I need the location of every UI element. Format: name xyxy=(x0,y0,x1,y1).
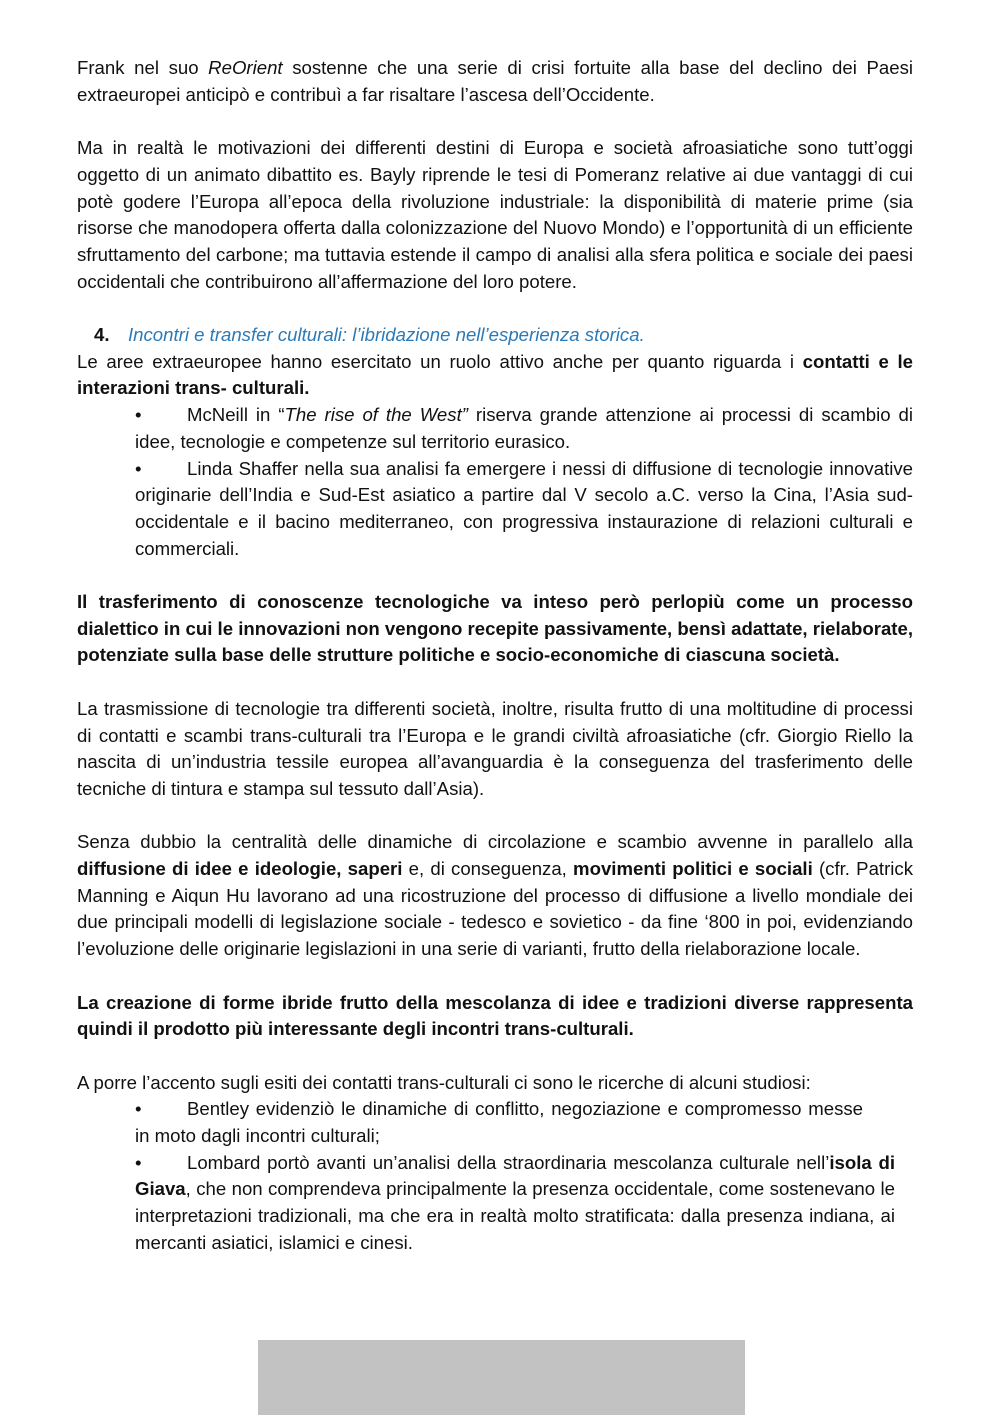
bullet-list-scholars-1 xyxy=(77,402,913,562)
section-number: 4. xyxy=(94,324,110,345)
spacer xyxy=(77,108,913,135)
list-item xyxy=(135,402,913,455)
spacer xyxy=(77,1043,913,1070)
spacer xyxy=(77,803,913,830)
list-item-text: riserva grande attenzione ai processi di scambio di idee, tecnologie e competenze sul territorio eurasico. xyxy=(135,404,913,452)
bold-text: isola di Giava xyxy=(135,1151,896,1200)
section-heading xyxy=(77,322,913,349)
paragraph-text: (cfr. Patrick Manning e Aiqun Hu lavorano ad una ricostruzione del processo di diffusione a livello mondiale dei due principali modelli di legislazione sociale - tedesco e sovietico - da fine ‘800 in poi, evidenziando l’evoluzione delle originarie legislazioni in una serie di varianti, frutto della rielaborazione locale. xyxy=(77,858,913,960)
paragraph-bayly: Ma in realtà le motivazioni dei differenti destini di Europa e società afroasiatiche sono tutt’oggi oggetto di un animato dibattito es. Bayly riprende le tesi di Pomeranz relative ai due vantaggi di cui potè godere l’Europa all’epoca della rivoluzione industriale: la disponibilità di materie prime (sia risorse che manodopera offerta dalla colonizzazione del Nuovo Mondo) e l’opportunità di un efficiente sfruttamento del carbone; ma tuttavia estende il campo di analisi alla sfera politica e sociale dei paesi occidentali che contribuirono all’affermazione del loro potere. xyxy=(77,137,913,292)
paragraph-text: Senza dubbio la centralità delle dinamiche di circolazione e scambio avvenne in parallelo alla xyxy=(77,831,913,853)
spacer xyxy=(77,963,913,990)
footer-gray-block xyxy=(258,1340,745,1415)
list-item-text: McNeill in “ xyxy=(187,404,285,426)
list-item: • Bentley evidenziò le dinamiche di conflitto, negoziazione e compromesso messe in moto dagli incontri culturali; xyxy=(135,1096,863,1149)
paragraph-accento: A porre l’accento sugli esiti dei contatti trans-culturali ci sono le ricerche di alcuni studiosi: xyxy=(77,1071,811,1093)
paragraph-centralita xyxy=(77,829,913,963)
paragraph-forme-ibride xyxy=(77,990,913,1043)
paragraph-text: Le aree extraeuropee hanno esercitato un ruolo attivo anche per quanto riguarda i xyxy=(77,350,803,372)
paragraph-trasferimento xyxy=(77,589,913,669)
book-title: ReOrient xyxy=(208,57,283,78)
spacer xyxy=(77,295,913,322)
bold-text: contatti e le interazioni trans- culturali. xyxy=(77,350,913,399)
list-item-text: , che non comprendeva principalmente la presenza occidentale, come sostenevano le interpretazioni tradizionali, ma che era in realtà molto stratificata: dalla presenza indiana, ai mercanti asiatici, islamici e cinesi. xyxy=(135,1178,895,1253)
list-item-text: Lombard portò avanti un’analisi della straordinaria mescolanza culturale nell’ xyxy=(187,1151,830,1173)
paragraph-text: e, di conseguenza, xyxy=(402,858,574,880)
paragraph-frank xyxy=(77,55,913,108)
list-item: • Linda Shaffer nella sua analisi fa emergere i nessi di diffusione di tecnologie innovative originarie dell’India e Sud-Est asiatico a partire dal V secolo a.C. verso la Cina, l’Asia sud-occidentale e il bacino mediterraneo, con progressiva instaurazione di relazioni culturali e commerciali. xyxy=(135,456,913,563)
spacer xyxy=(77,669,913,696)
paragraph-trasmissione: La trasmissione di tecnologie tra differenti società, inoltre, risulta frutto di una moltitudine di processi di contatti e scambi trans-culturali tra l’Europa e le grandi civiltà afroasiatiche (cfr. Giorgio Riello la nascita di un’industria tessile europea all’avanguardia è la conseguenza del trasferimento delle tecniche di tintura e stampa sul tessuto dall’Asia). xyxy=(77,697,913,799)
paragraph-aree-extraeuropee xyxy=(77,349,913,402)
bullet-list-scholars-2 xyxy=(77,1096,913,1256)
paragraph-text: sostenne che una serie di crisi fortuite alla base del declino dei Paesi extraeuropei anticipò e contribuì a far risaltare l’ascesa dell’Occidente. xyxy=(77,57,913,105)
bold-text: movimenti politici e sociali xyxy=(573,858,813,880)
page-content xyxy=(77,55,913,1257)
book-title: The rise of the West” xyxy=(284,404,468,426)
bold-text: Il trasferimento di conoscenze tecnologiche va inteso però perlopiù come un processo dialettico in cui le innovazioni non vengono recepite passivamente, bensì adattate, rielaborate, potenziate sulla base delle strutture politiche e socio-economiche di ciascuna società. xyxy=(77,591,913,666)
spacer xyxy=(77,562,913,589)
paragraph-text: Frank nel suo xyxy=(77,57,209,78)
bold-text: diffusione di idee e ideologie, saperi xyxy=(77,858,403,880)
list-item xyxy=(135,1150,895,1257)
section-title: Incontri e transfer culturali: l’ibridazione nell’esperienza storica. xyxy=(128,324,645,345)
bold-text: La creazione di forme ibride frutto della mescolanza di idee e tradizioni diverse rappresenta quindi il prodotto più interessante degli incontri trans-culturali. xyxy=(77,991,913,1040)
